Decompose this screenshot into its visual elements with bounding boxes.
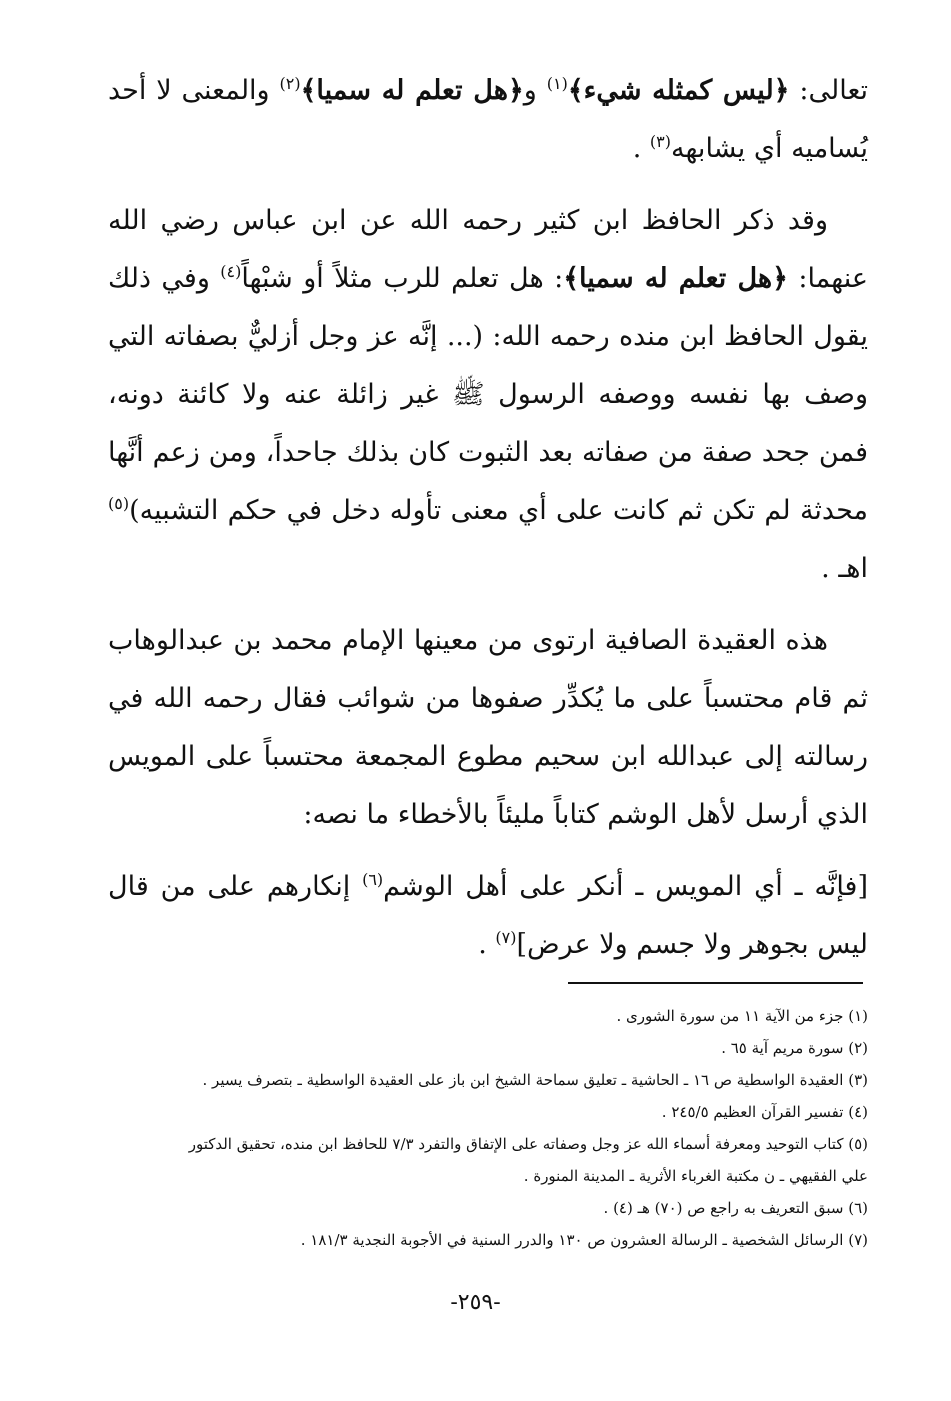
- footnote-3: (٣) العقيدة الواسطية ص ١٦ ـ الحاشية ـ تعليق سماحة الشيخ ابن باز على العقيدة الواسطية ـ بتصرف يسير .: [202, 1071, 868, 1089]
- footnote-4: (٤) تفسير القرآن العظيم ٢٤٥/٥ .: [661, 1103, 868, 1121]
- quran-quote: ﴿هل تعلم له سميا﴾: [300, 75, 524, 106]
- footnote-ref: (٤): [220, 262, 242, 281]
- paragraph-2: [108, 192, 868, 598]
- text-run: و: [523, 75, 547, 106]
- footnote-ref: (٣): [649, 132, 672, 151]
- footnote-ref: (٢): [279, 74, 301, 93]
- paragraph-1: [108, 62, 868, 178]
- footnote-7: (٧) الرسائل الشخصية ـ الرسالة العشرون ص ١٣٠ والدرر السنية في الأجوبة النجدية ١٨١/٣ .: [300, 1231, 868, 1249]
- footnote-2: (٢) سورة مريم آية ٦٥ .: [721, 1039, 868, 1057]
- footnote-ref: (٦): [362, 870, 384, 889]
- footnote-ref: (١): [546, 74, 568, 93]
- text-run: تعالى:: [789, 75, 868, 106]
- footnote-ref: (٧): [495, 928, 517, 947]
- quran-quote: ﴿ليس كمثله شيء﴾: [567, 75, 790, 106]
- main-text: [108, 62, 868, 988]
- footnote-ref: (٥): [108, 494, 130, 513]
- page-number: -٢٥٩-: [450, 1290, 501, 1315]
- footnote-5: (٥) كتاب التوحيد ومعرفة أسماء الله عز وجل وصفاته على الإتفاق والتفرد ٧/٣ للحافظ ابن منده، تحقيق الدكتور: [188, 1135, 868, 1153]
- text-run: [فإنَّه ـ أي المويس ـ أنكر على أهل الوشم: [383, 871, 868, 902]
- text-run: اهـ .: [821, 553, 868, 584]
- text-run: وقد ذكر الحافظ ابن كثير رحمه الله عن ابن عباس رضي الله عنهما:: [108, 205, 868, 294]
- text-run: .: [632, 133, 650, 164]
- footnote-divider: [568, 982, 863, 984]
- footnotes: [108, 1000, 868, 1256]
- footnote-6: (٦) سبق التعريف به راجع ص (٧٠) هـ (٤) .: [603, 1199, 868, 1217]
- footnote-5-continuation: علي الفقيهي ـ ن مكتبة الغرباء الأثرية ـ المدينة المنورة .: [523, 1167, 868, 1185]
- text-run: : هل تعلم للرب مثلاً أو شبْهاً: [241, 263, 564, 294]
- paragraph-3: هذه العقيدة الصافية ارتوى من معينها الإمام محمد بن عبدالوهاب ثم قام محتسباً على ما يُكدِّر صفوها من شوائب فقال رحمه الله في رسالته إلى عبدالله ابن سحيم مطوع المجمعة محتسباً على المويس الذي أرسل لأهل الوشم كتاباً مليئاً بالأخطاء ما نصه:: [108, 625, 869, 830]
- quran-quote: ﴿هل تعلم له سميا﴾: [563, 263, 788, 294]
- paragraph-4: [108, 858, 868, 974]
- text-run: .: [478, 929, 496, 960]
- text-run: إنكارهم على من قال ليس بجوهر ولا جسم ولا عرض]: [108, 871, 868, 960]
- text-run: والمعنى لا أحد يُساميه أي يشابهه: [108, 75, 868, 164]
- text-run: وفي ذلك يقول الحافظ ابن منده رحمه الله: (... إنَّه عز وجل أزليٌّ بصفاته التي وصف بها نفسه ووصفه الرسول ﷺ غير زائلة عنه ولا كائنة دونه، فمن جحد صفة من صفاته بعد الثبوت كان بذلك جاحداً، ومن زعم أنَّها محدثة لم تكن ثم كانت على أي معنى تأوله دخل في حكم التشبيه): [108, 263, 868, 526]
- footnote-1: (١) جزء من الآية ١١ من سورة الشورى .: [616, 1007, 868, 1025]
